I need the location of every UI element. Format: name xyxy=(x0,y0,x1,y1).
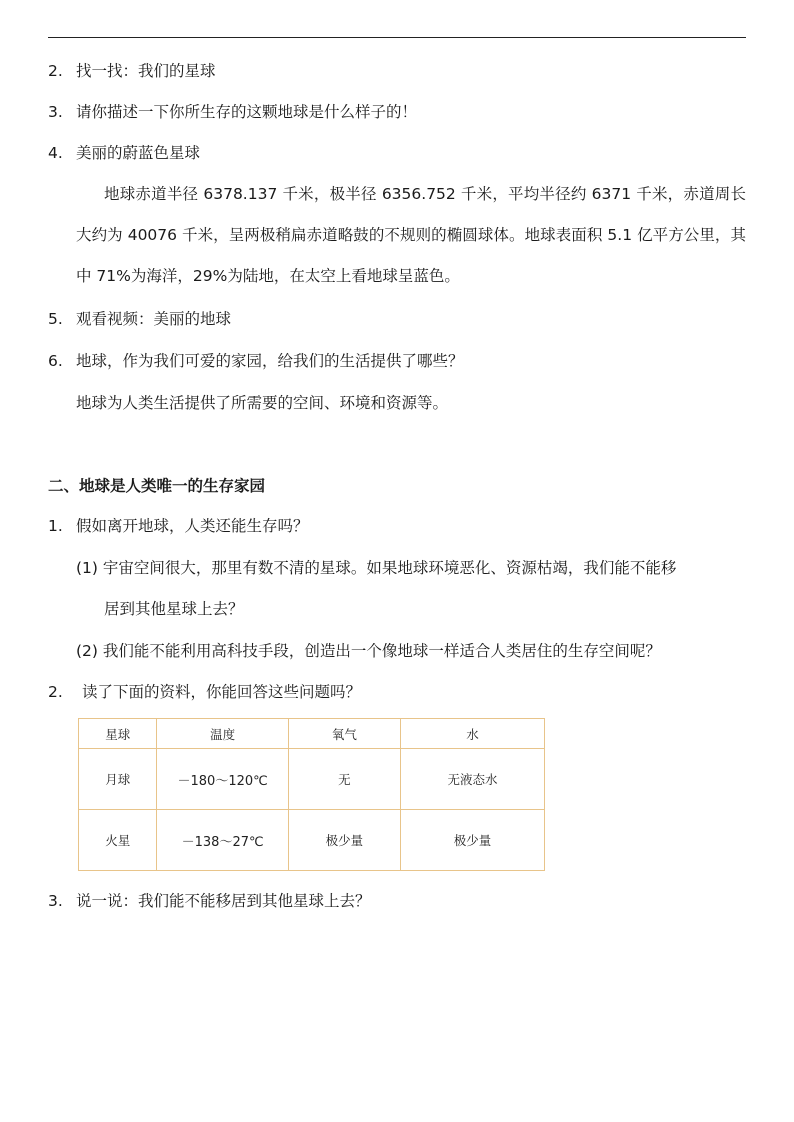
item-number: 5. xyxy=(48,310,63,328)
item-text: 找一找：我们的星球 xyxy=(76,62,216,80)
table-cell: 极少量 xyxy=(288,810,400,871)
item-text: 读了下面的资料，你能回答这些问题吗？ xyxy=(82,683,362,701)
answer-text: 地球为人类生活提供了所需要的空间、环境和资源等。 xyxy=(76,394,449,412)
table-header-cell: 温度 xyxy=(157,719,288,749)
item-text: 美丽的蔚蓝色星球 xyxy=(76,144,201,162)
planet-data-table xyxy=(78,718,545,871)
table-header-cell: 星球 xyxy=(79,719,157,749)
table-cell: 火星 xyxy=(79,810,157,871)
table-cell: 无 xyxy=(288,749,400,810)
sub-question-1-line-1: (1) 宇宙空间很大，那里有数不清的星球。如果地球环境恶化、资源枯竭，我们能不能移 xyxy=(76,559,677,577)
table-cell: －180～120℃ xyxy=(157,749,288,810)
item-number: 3. xyxy=(48,103,63,121)
item-text: 说一说：我们能不能移居到其他星球上去？ xyxy=(76,892,371,910)
table-cell: －138～27℃ xyxy=(157,810,288,871)
table-header-row xyxy=(79,719,545,749)
table-cell: 无液态水 xyxy=(400,749,544,810)
sub-question-1-line-2: 居到其他星球上去？ xyxy=(104,600,244,618)
item-text: 观看视频：美丽的地球 xyxy=(76,310,232,328)
table-cell: 月球 xyxy=(79,749,157,810)
item-text: 地球，作为我们可爱的家园，给我们的生活提供了哪些？ xyxy=(76,352,464,370)
section-heading: 二、地球是人类唯一的生存家园 xyxy=(48,477,266,495)
table-row xyxy=(79,749,545,810)
table-header-cell: 氧气 xyxy=(288,719,400,749)
item-number: 1. xyxy=(48,517,63,535)
table-cell: 极少量 xyxy=(400,810,544,871)
header-rule xyxy=(48,37,746,38)
item-number: 3. xyxy=(48,892,63,910)
item-number: 2. xyxy=(48,683,63,701)
item-text: 请你描述一下你所生存的这颗地球是什么样子的！ xyxy=(76,103,418,121)
item-number: 6. xyxy=(48,352,63,370)
table-header-cell: 水 xyxy=(400,719,544,749)
item-number: 4. xyxy=(48,144,63,162)
table-row xyxy=(79,810,545,871)
earth-description-paragraph: 地球赤道半径 6378.137 千米，极半径 6356.752 千米，平均半径约 6371 千米，赤道周长大约为 40076 千米，呈两极稍扁赤道略鼓的不规则的椭圆球体。地球表面积 5.1 亿平方公里，其中 71%为海洋，29%为陆地，在太空上看地球呈蓝色。 xyxy=(76,185,746,285)
sub-question-2: (2) 我们能不能利用高科技手段，创造出一个像地球一样适合人类居住的生存空间呢？ xyxy=(76,642,661,660)
item-number: 2. xyxy=(48,62,63,80)
item-text: 假如离开地球，人类还能生存吗？ xyxy=(76,517,309,535)
